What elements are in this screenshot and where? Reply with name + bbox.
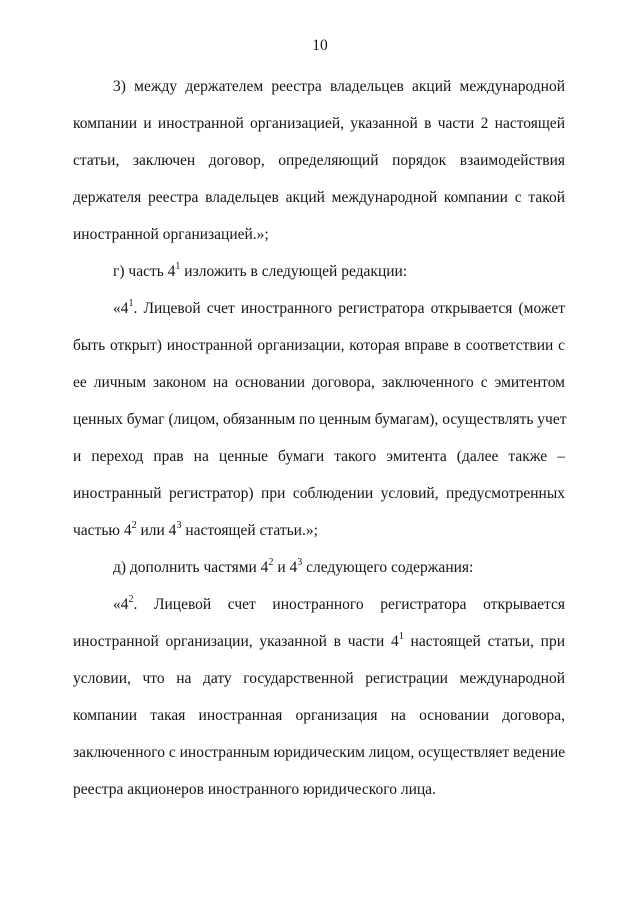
line-text: «4 bbox=[113, 596, 129, 613]
paragraph-line: иностранной организацией.»; bbox=[73, 226, 269, 243]
paragraph-line: и переход прав на ценные бумаги такого эмитента (далее также – bbox=[73, 448, 565, 465]
paragraph-line: заключенного с иностранным юридическим лицом, осуществляет ведение bbox=[73, 744, 566, 761]
superscript: 1 bbox=[128, 297, 134, 309]
line-text: изложить в следующей редакции: bbox=[180, 263, 408, 280]
paragraph-line: компании и иностранной организацией, указанной в части 2 настоящей bbox=[73, 115, 565, 132]
paragraph-line bbox=[113, 299, 565, 319]
line-text: настоящей статьи.»; bbox=[181, 522, 318, 539]
paragraph-line: ценных бумаг (лицом, обязанным по ценным бумагам), осуществлять учет bbox=[73, 411, 567, 428]
paragraph-line: статьи, заключен договор, определяющий порядок взаимодействия bbox=[73, 152, 565, 169]
paragraph-line bbox=[113, 595, 565, 615]
paragraph-line: реестра акционеров иностранного юридического лица. bbox=[73, 781, 436, 798]
paragraph-line: ее личным законом на основании договора, заключенного с эмитентом bbox=[73, 374, 565, 391]
line-text: г) часть 4 bbox=[113, 263, 176, 280]
superscript: 3 bbox=[176, 519, 182, 531]
paragraph-line: быть открыт) иностранной организации, которая вправе в соответствии с bbox=[73, 337, 565, 354]
paragraph-line: компании такая иностранная организация на основании договора, bbox=[73, 707, 565, 724]
line-text: и 4 bbox=[273, 559, 298, 576]
line-text: следующего содержания: bbox=[302, 559, 474, 576]
superscript: 1 bbox=[175, 260, 181, 272]
line-text: настоящей статьи, при bbox=[403, 633, 565, 650]
page-number: 10 bbox=[312, 37, 328, 54]
line-text: д) дополнить частями 4 bbox=[113, 559, 269, 576]
paragraph-line bbox=[73, 521, 565, 541]
paragraph-line: условии, что на дату государственной регистрации международной bbox=[73, 670, 565, 687]
paragraph-line bbox=[113, 262, 565, 282]
line-text: . Лицевой счет иностранного регистратора открывается bbox=[133, 596, 565, 613]
line-text: частью 4 bbox=[73, 522, 132, 539]
paragraph-line bbox=[113, 558, 565, 578]
line-text: или 4 bbox=[136, 522, 177, 539]
superscript: 3 bbox=[297, 556, 303, 568]
line-text: «4 bbox=[113, 300, 129, 317]
line-text: . Лицевой счет иностранного регистратора открывается (может bbox=[133, 300, 565, 317]
superscript: 1 bbox=[398, 630, 404, 642]
paragraph-line: держателя реестра владельцев акций международной компании с такой bbox=[73, 189, 565, 206]
paragraph-line: иностранный регистратор) при соблюдении условий, предусмотренных bbox=[73, 485, 565, 502]
superscript: 2 bbox=[268, 556, 274, 568]
line-text: иностранной организации, указанной в части 4 bbox=[73, 633, 399, 650]
superscript: 2 bbox=[131, 519, 137, 531]
superscript: 2 bbox=[128, 593, 134, 605]
paragraph-line: 3) между держателем реестра владельцев акций международной bbox=[113, 78, 565, 95]
paragraph-line bbox=[73, 632, 565, 652]
